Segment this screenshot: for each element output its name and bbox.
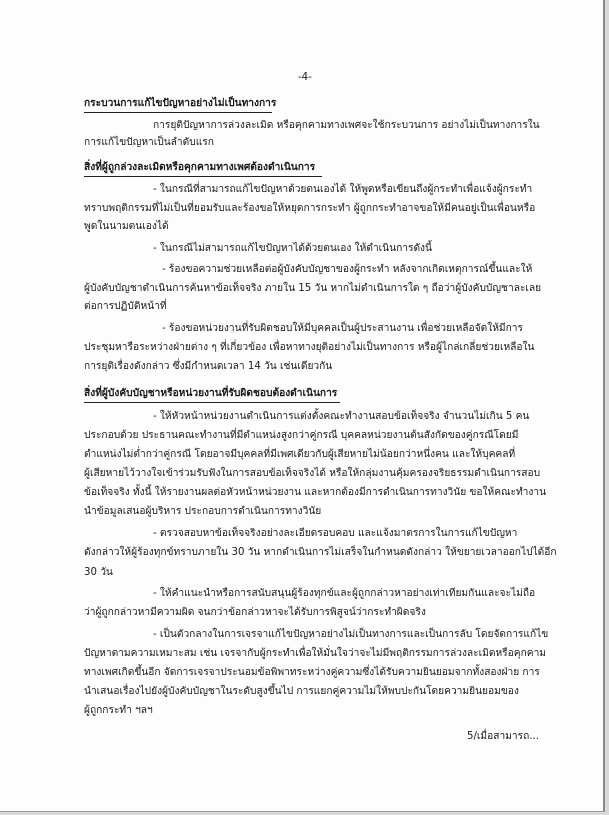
page-footer-continuation: 5/เมื่อสามารถ...: [467, 731, 539, 742]
body-line: ว่าผู้ถูกกล่าวหามีความผิด จนกว่าข้อกล่าวหาจะได้รับการพิสูจน์ว่ากระทำผิดจริง: [84, 607, 426, 618]
body-line: นำข้อมูลเสนอผู้บริหาร ประกอบการดำเนินการทางวินัย: [84, 506, 322, 517]
body-line: ต่อการปฏิบัติหน้าที่: [84, 301, 167, 312]
heading-supervisor-actions: สิ่งที่ผู้บังคับบัญชาหรือหน่วยงานที่รับผิดชอบต้องดำเนินการ: [84, 388, 338, 399]
heading-informal-process: กระบวนการแก้ไขปัญหาอย่างไม่เป็นทางการ: [84, 98, 277, 109]
body-line: ผู้เสียหายไว้วางใจเข้าร่วมรับฟังในการสอบข้อเท็จจริงได้ หรือให้กลุ่มงานคุ้มครองจริยธรรมดำเนินการสอบ: [84, 468, 541, 479]
body-line: ประกอบด้วย ประธานคณะทำงานที่มีตำแหน่งสูงกว่าคู่กรณี บุคคลหน่วยงานต้นสังกัดของคู่กรณีโดยมี: [84, 430, 519, 441]
body-line: นำเสนอเรื่องไปยังผู้บังคับบัญชาในระดับสูงขึ้นไป การแยกคู่ความไม่ให้พบปะกันโดยความยินยอมของ: [84, 686, 519, 697]
body-line: การแก้ไขปัญหาเป็นลำดับแรก: [84, 137, 214, 148]
body-line: การยุติปัญหาการล่วงละเมิด หรือคุกคามทางเพศจะใช้กระบวนการ อย่างไม่เป็นทางการใน: [153, 120, 540, 131]
heading-underline: [84, 176, 322, 177]
body-line: - เป็นตัวกลางในการเจรจาแก้ไขปัญหาอย่างไม่เป็นทางการและเป็นการลับ โดยจัดการแก้ไข: [153, 629, 549, 640]
body-line: ทราบพฤติกรรมที่ไม่เป็นที่ยอมรับและร้องขอให้หยุดการกระทำ ผู้ถูกกระทำอาจขอให้มีคนอยู่เป็นเพื่อนหรือ: [84, 203, 536, 214]
body-line: ดังกล่าวให้ผู้ร้องทุกข์ทราบภายใน 30 วัน หากดำเนินการไม่เสร็จในกำหนดดังกล่าว ให้ขยายเวลาออกไปได้อีก: [84, 547, 557, 558]
page-number: -4-: [298, 72, 312, 83]
body-line: ตำแหน่งไม่ต่ำกว่าคู่กรณี โดยอาจมีบุคคลที่มีเพศเดียวกับผู้เสียหายไม่น้อยกว่าหนึ่งคน และให้บุคคลที่: [84, 449, 516, 460]
body-line: พูดในนามตนเองได้: [84, 221, 169, 232]
heading-underline: [84, 402, 340, 403]
body-line: 30 วัน: [84, 567, 113, 578]
body-line: ประชุมหารือระหว่างฝ่ายต่าง ๆ ที่เกี่ยวข้อง เพื่อหาทางยุติอย่างไม่เป็นทางการ หรือผู้ไกล่เกลี่ยช่วยเหลือใน: [84, 342, 535, 353]
body-line: - ให้คำแนะนำหรือการสนับสนุนผู้ร้องทุกข์และผู้ถูกกล่าวหาอย่างเท่าเทียมกันและจะไม่ถือ: [153, 588, 536, 599]
body-line: ผู้บังคับบัญชาดำเนินการค้นหาข้อเท็จจริง ภายใน 15 วัน หากไม่ดำเนินการใด ๆ ถือว่าผู้บังคับบัญชาละเลย: [84, 283, 542, 294]
body-line: การยุติเรื่องดังกล่าว ซึ่งมีกำหนดเวลา 14 วัน เช่นเดียวกัน: [84, 361, 333, 372]
body-line: ทางเพศเกิดขึ้นอีก จัดการเจรจาประนอมข้อพิพาทระหว่างคู่ความซึ่งได้รับความยินยอมจากทั้งสองฝ่าย การ: [84, 667, 540, 678]
body-line: ปัญหาตามความเหมาะสม เช่น เจรจากับผู้กระทำเพื่อให้มั่นใจว่าจะไม่มีพฤติกรรมการล่วงละเมิดหรือคุกคาม: [84, 648, 547, 659]
heading-victim-actions: สิ่งที่ผู้ถูกล่วงละเมิดหรือคุกคามทางเพศต้องดำเนินการ: [84, 162, 316, 173]
body-line: - ร้องขอความช่วยเหลือต่อผู้บังคับบัญชาของผู้กระทำ หลังจากเกิดเหตุการณ์ขึ้นและให้: [162, 264, 533, 275]
body-line: ข้อเท็จจริง ทั้งนี้ ให้รายงานผลต่อหัวหน้าหน่วยงาน และหากต้องมีการดำเนินการทางวินัย ขอให้คณะทำงาน: [84, 487, 547, 498]
body-line: - ตรวจสอบหาข้อเท็จจริงอย่างละเอียดรอบคอบ และแจ้งมาตรการในการแก้ไขปัญหา: [153, 528, 518, 539]
body-line: - ให้หัวหน้าหน่วยงานดำเนินการแต่งตั้งคณะทำงานสอบข้อเท็จจริง จำนวนไม่เกิน 5 คน: [153, 411, 530, 422]
heading-underline: [84, 112, 272, 113]
body-line: ผู้ถูกกระทำ ฯลฯ: [84, 705, 153, 716]
body-line: - ร้องขอหน่วยงานที่รับผิดชอบให้มีบุคคลเป็นผู้ประสานงาน เพื่อช่วยเหลือจัดให้มีการ: [162, 323, 523, 334]
body-line: - ในกรณีไม่สามารถแก้ไขปัญหาได้ด้วยตนเอง ให้ดำเนินการดังนี้: [153, 243, 432, 254]
body-line: - ในกรณีที่สามารถแก้ไขปัญหาด้วยตนเองได้ ให้พูดหรือเขียนถึงผู้กระทำเพื่อแจ้งผู้กระทำ: [153, 184, 533, 195]
